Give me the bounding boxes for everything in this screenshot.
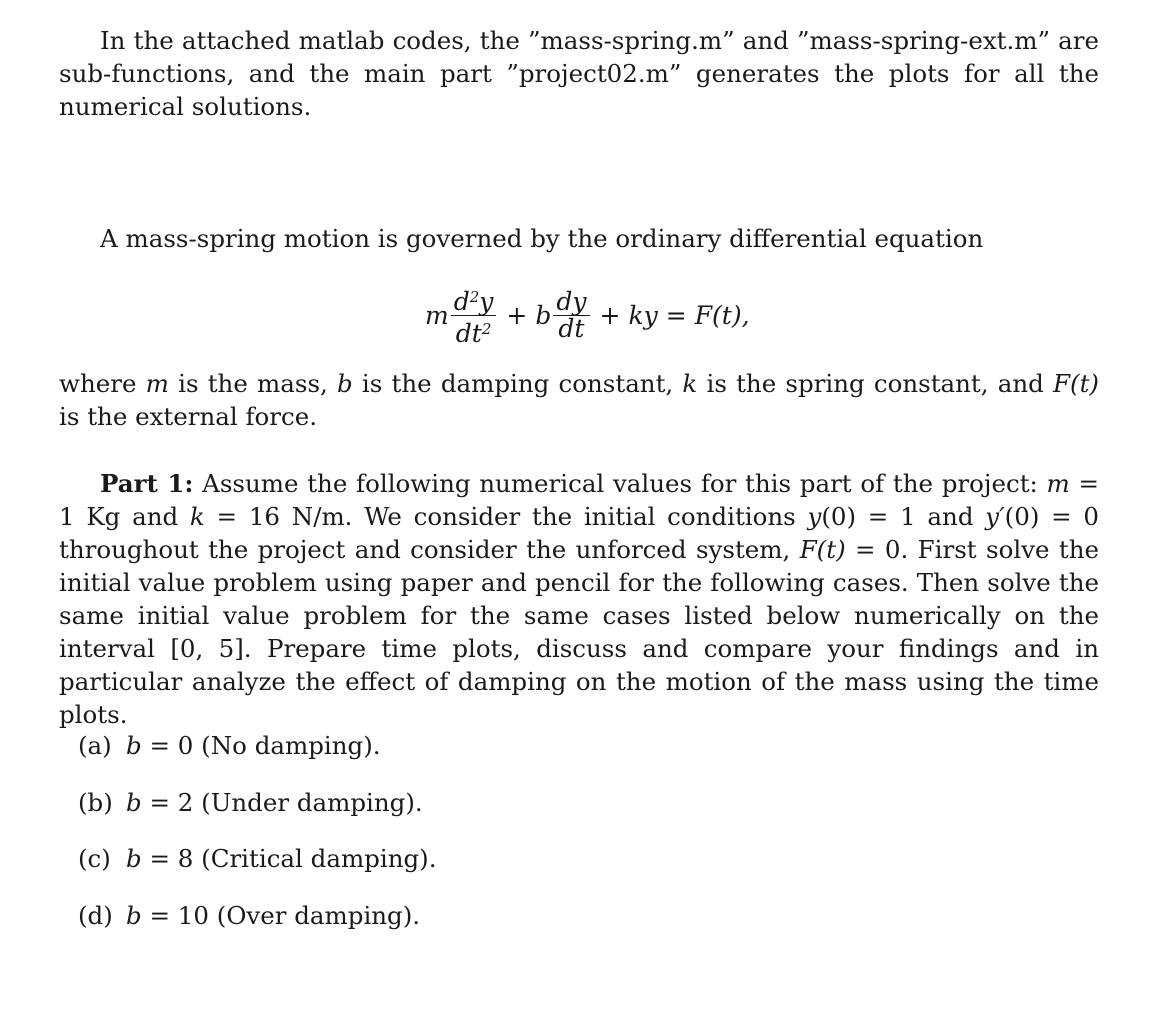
where-text-2: is the mass, xyxy=(168,369,338,398)
case-text: = 8 (Critical damping). xyxy=(141,844,437,873)
where-b: b xyxy=(337,369,353,398)
part1-k: k xyxy=(189,502,205,531)
case-text: = 10 (Over damping). xyxy=(141,900,421,930)
ode-intro-text: A mass-spring motion is governed by the ordinary differential equation xyxy=(100,224,984,253)
part1-heading: Part 1: xyxy=(100,469,194,498)
ode-intro-paragraph xyxy=(59,222,1099,255)
part1-m: m xyxy=(1046,469,1070,498)
eq-d: d xyxy=(453,286,470,316)
part1-y0: y xyxy=(807,502,822,531)
part1-text-6: = 0. First solve the initial value problem using paper and pencil for the following cases. Then solve the same initial value problem for the same cases listed below numerically on the interval [0, 5]. Prepare time plots, discuss and compare your findings and in particular analyze the effect of damping on the motion of the mass using the time plots. xyxy=(59,535,1099,729)
case-label: (c) xyxy=(78,844,111,873)
eq-mass: m xyxy=(425,300,449,330)
case-var: b xyxy=(126,844,142,873)
list-item xyxy=(78,785,437,842)
eq-ky: ky xyxy=(628,300,658,330)
list-item xyxy=(78,728,437,785)
part1-text-1: Assume the following numerical values for this part of the project: xyxy=(193,469,1047,498)
part1-text-4: (0) = 1 and xyxy=(821,502,986,531)
eq-y: y xyxy=(479,286,494,316)
case-text: = 0 (No damping). xyxy=(141,731,381,760)
part1-text-5: (0) = 0 throughout the project and consider the unforced system, xyxy=(59,502,1100,564)
list-item xyxy=(78,898,437,955)
part1-text-2: = 1 Kg and xyxy=(59,469,1099,531)
eq-dy: dy xyxy=(553,289,589,316)
part1-yprime0: y′ xyxy=(985,502,1005,531)
list-item xyxy=(78,841,437,898)
case-text: = 2 (Under damping). xyxy=(141,787,423,817)
where-text-3: is the damping constant, xyxy=(352,369,683,398)
eq-d-sup: 2 xyxy=(469,287,480,306)
eq-dt-sup: 2 xyxy=(481,319,492,338)
where-paragraph xyxy=(59,367,1099,433)
eq-damping: b xyxy=(535,300,552,330)
where-F: F(t) xyxy=(1053,369,1099,398)
display-equation xyxy=(425,280,750,350)
case-var: b xyxy=(126,731,142,760)
cases-list xyxy=(78,728,437,954)
eq-plus-1: + xyxy=(506,300,528,330)
case-label: (b) xyxy=(78,787,113,817)
eq-second-derivative xyxy=(451,284,497,347)
where-text-4: is the spring constant, and xyxy=(697,369,1054,398)
eq-rhs: F(t), xyxy=(694,300,750,330)
case-label: (a) xyxy=(78,731,112,760)
eq-dt-2: dt xyxy=(558,313,585,343)
where-text-5: is the external force. xyxy=(59,402,318,431)
case-var: b xyxy=(126,787,142,817)
case-label: (d) xyxy=(78,900,113,930)
part1-F: F(t) xyxy=(799,535,846,564)
where-m: m xyxy=(145,369,169,398)
eq-dt: dt xyxy=(455,318,482,348)
case-var: b xyxy=(126,900,142,930)
eq-equals: = xyxy=(665,300,687,330)
where-k: k xyxy=(682,369,698,398)
part1-text-3: = 16 N/m. We consider the initial conditions xyxy=(204,502,808,531)
eq-plus-2: + xyxy=(599,300,621,330)
intro-text: In the attached matlab codes, the ”mass-spring.m” and ”mass-spring-ext.m” are sub-functions, and the main part ”project02.m” generates the plots for all the numerical solutions. xyxy=(59,26,1099,121)
eq-first-derivative xyxy=(553,286,589,343)
intro-paragraph xyxy=(59,24,1099,123)
part1-paragraph xyxy=(59,467,1099,731)
where-text-1: where xyxy=(59,369,146,398)
